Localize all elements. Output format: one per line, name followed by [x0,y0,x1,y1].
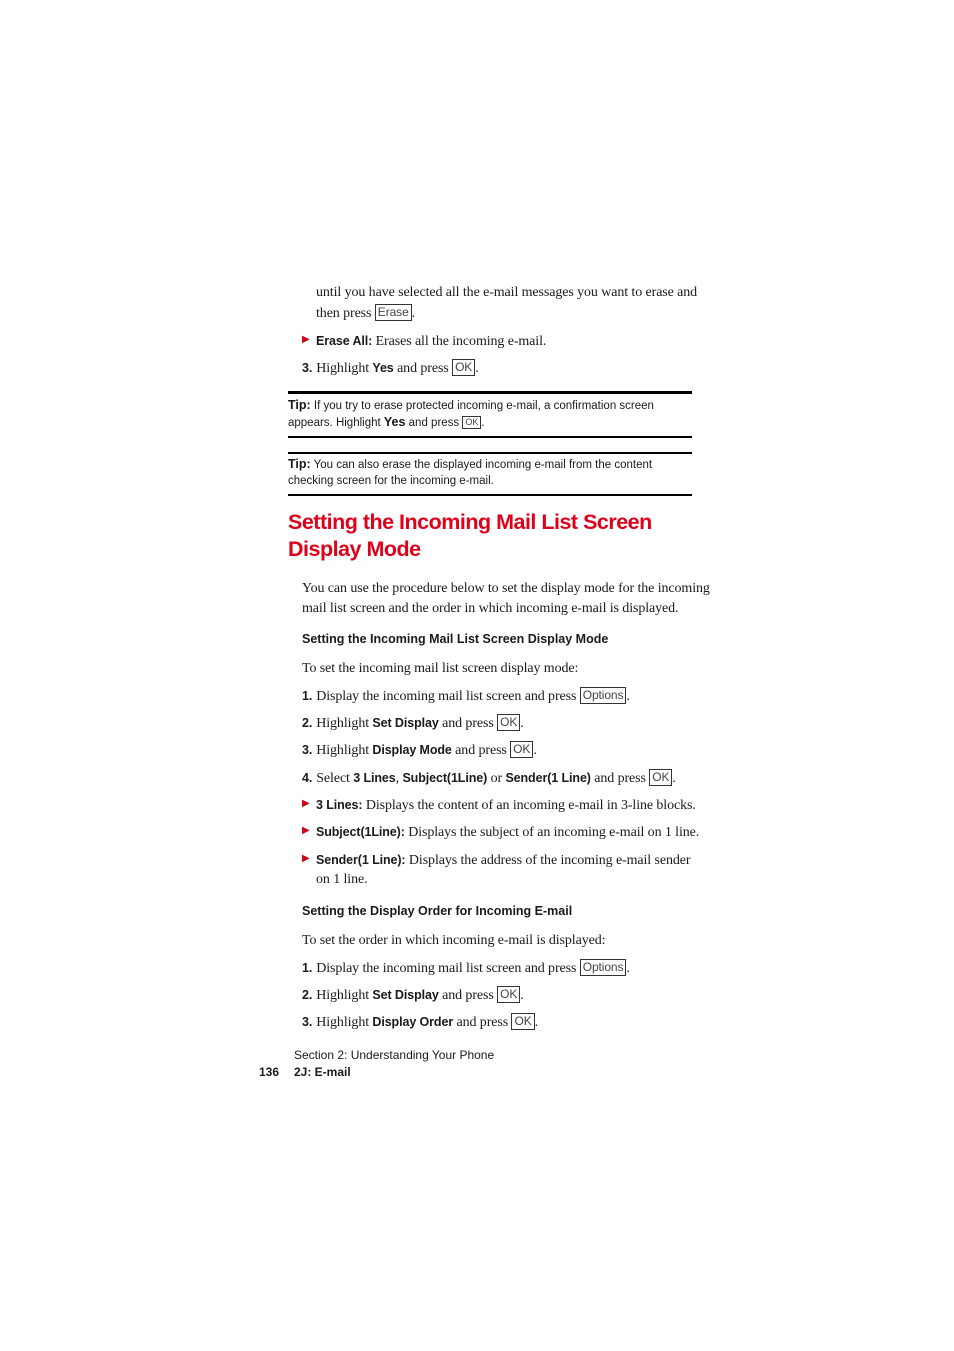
period: . [626,961,630,976]
period: . [534,1015,539,1030]
ok-key: OK [511,1013,534,1030]
tip-box-2 [288,456,692,489]
step-text: Highlight [316,988,373,1003]
footer-page-number: 136 [259,1065,280,1079]
lead-text: To set the incoming mail list screen display mode: [302,661,579,676]
bullet-text: Erases all the incoming e-mail. [372,334,547,349]
step-4-select-mode [302,768,676,789]
step-bold: Set Display [372,716,439,730]
step-text: and press [393,361,453,376]
period: . [672,771,676,786]
continuation-line-1: until you have selected all the e-mail messages you want to erase and [316,285,698,300]
step-text: and press [451,743,511,758]
bullet-subject [316,822,699,843]
tip-bold: Yes [383,415,406,429]
bullet-label: Erase All: [316,334,373,348]
option-sender: Sender(1 Line) [505,771,591,785]
step-3-highlight-yes [302,358,479,379]
step-1-options [302,686,630,707]
ok-key: OK [462,416,481,429]
subsection-title: Setting the Display Order for Incoming E-mail [302,904,573,918]
tip-label: Tip: [288,457,311,471]
step-2-set-display [302,713,524,734]
tip-bottom-rule [288,494,692,496]
erase-key: Erase [375,304,412,321]
step-text: Highlight [316,716,373,731]
option-3-lines: 3 Lines [353,771,396,785]
tip-box-1 [288,397,692,431]
section-heading [288,509,708,563]
heading-line-1: Setting the Incoming Mail List Screen [288,510,652,534]
period: . [475,361,479,376]
step-2-set-display [302,985,524,1006]
step-number: 2. [302,988,313,1002]
step-1-options [302,958,630,979]
period: . [481,417,485,429]
heading-line-2: Display Mode [288,537,421,561]
options-key: Options [580,959,627,976]
option-subject: Subject(1Line) [402,771,488,785]
bullet-label: Subject(1Line): [316,825,405,839]
right-triangle-icon: ▶ [302,825,310,836]
step-text: and press [590,771,650,786]
footer-section: Section 2: Understanding Your Phone [294,1048,495,1062]
step-text: Highlight [316,1015,373,1030]
step-text: , [395,771,403,786]
options-key: Options [580,687,627,704]
step-text: and press [438,988,498,1003]
step-number: 1. [302,961,313,975]
ok-key: OK [497,986,520,1003]
tip-line-1 [288,397,692,414]
period: . [411,306,416,321]
step-number: 3. [302,361,313,375]
ok-key: OK [497,714,520,731]
right-triangle-icon: ▶ [302,334,310,345]
tip-line-1 [288,456,692,473]
tip-text: appears. Highlight [288,417,384,429]
bullet-erase-all [316,331,546,352]
step-number: 1. [302,689,313,703]
bullet-text: Displays the address of the incoming e-mail sender [405,853,691,868]
bullet-text: Displays the subject of an incoming e-mail on 1 line. [404,825,700,840]
step-3-display-mode [302,740,537,761]
period: . [520,716,524,731]
step-text: Highlight [316,743,373,758]
right-triangle-icon: ▶ [302,798,310,809]
step-3-display-order [302,1012,538,1033]
step-bold: Display Order [372,1015,454,1029]
bullet-sender-cont: on 1 line. [316,872,368,887]
step-text: and press [438,716,498,731]
tip-bottom-rule [288,436,692,438]
lead-text: To set the order in which incoming e-mail is displayed: [302,933,606,948]
step-text: Highlight [316,361,373,376]
ok-key: OK [510,741,533,758]
period: . [520,988,524,1003]
subsection-title: Setting the Incoming Mail List Screen Display Mode [302,632,609,646]
tip-label: Tip: [288,398,311,412]
step-text: or [487,771,506,786]
period: . [626,689,630,704]
step-bold: Set Display [372,988,439,1002]
bullet-sender [316,850,690,871]
intro-line-1: You can use the procedure below to set the display mode for the incoming [302,581,710,596]
continuation-text: then press [316,306,372,321]
tip-text: and press [405,417,463,429]
continuation-line-2 [316,304,415,324]
step-text: Select [316,771,354,786]
step-bold: Yes [372,361,394,375]
ok-key: OK [649,769,672,786]
ok-key: OK [452,359,475,376]
tip-text: You can also erase the displayed incoming e-mail from the content [310,459,653,471]
tip-line-2 [288,414,692,431]
bullet-label: 3 Lines: [316,798,363,812]
footer-chapter: 2J: E-mail [294,1065,351,1079]
bullet-text: Displays the content of an incoming e-mail in 3-line blocks. [362,798,696,813]
step-number: 3. [302,1015,313,1029]
tip-top-rule [288,452,692,454]
bullet-3-lines [316,795,696,816]
step-text: Display the incoming mail list screen and press [316,689,580,704]
tip-top-rule [288,391,692,394]
step-number: 3. [302,743,313,757]
step-text: Display the incoming mail list screen and press [316,961,580,976]
bullet-label: Sender(1 Line): [316,853,406,867]
period: . [533,743,537,758]
step-bold: Display Mode [372,743,452,757]
step-number: 4. [302,771,313,785]
step-text: and press [453,1015,512,1030]
intro-line-2: mail list screen and the order in which incoming e-mail is displayed. [302,601,679,616]
tip-text: If you try to erase protected incoming e-mail, a confirmation screen [310,400,654,412]
step-number: 2. [302,716,313,730]
right-triangle-icon: ▶ [302,853,310,864]
tip-line-2: checking screen for the incoming e-mail. [288,475,494,487]
